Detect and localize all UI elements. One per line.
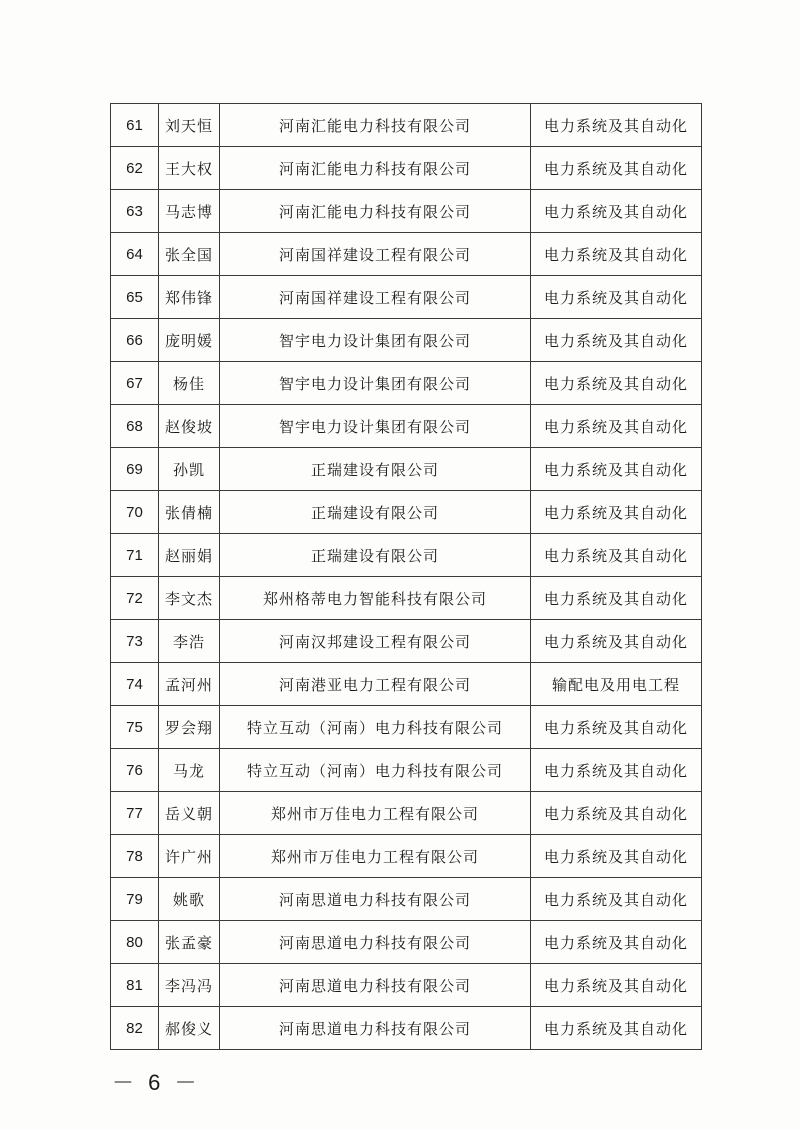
major-name: 电力系统及其自动化 xyxy=(531,964,702,1007)
table-row xyxy=(111,147,702,190)
person-name: 孟河州 xyxy=(159,663,220,706)
major-name: 电力系统及其自动化 xyxy=(531,362,702,405)
person-name: 庞明媛 xyxy=(159,319,220,362)
table-row xyxy=(111,190,702,233)
company-name: 智宇电力设计集团有限公司 xyxy=(220,405,531,448)
row-number: 72 xyxy=(111,577,159,620)
table-row xyxy=(111,491,702,534)
major-name: 电力系统及其自动化 xyxy=(531,534,702,577)
row-number: 63 xyxy=(111,190,159,233)
major-name: 电力系统及其自动化 xyxy=(531,448,702,491)
row-number: 62 xyxy=(111,147,159,190)
table-row xyxy=(111,749,702,792)
company-name: 河南思道电力科技有限公司 xyxy=(220,1007,531,1050)
company-name: 河南汇能电力科技有限公司 xyxy=(220,104,531,147)
major-name: 电力系统及其自动化 xyxy=(531,749,702,792)
row-number: 64 xyxy=(111,233,159,276)
table-row xyxy=(111,233,702,276)
person-name: 杨佳 xyxy=(159,362,220,405)
row-number: 78 xyxy=(111,835,159,878)
row-number: 61 xyxy=(111,104,159,147)
company-name: 河南思道电力科技有限公司 xyxy=(220,921,531,964)
row-number: 70 xyxy=(111,491,159,534)
row-number: 80 xyxy=(111,921,159,964)
table-row xyxy=(111,792,702,835)
table-row xyxy=(111,878,702,921)
major-name: 电力系统及其自动化 xyxy=(531,620,702,663)
person-name: 孙凯 xyxy=(159,448,220,491)
major-name: 电力系统及其自动化 xyxy=(531,233,702,276)
person-name: 李浩 xyxy=(159,620,220,663)
company-name: 郑州市万佳电力工程有限公司 xyxy=(220,792,531,835)
major-name: 电力系统及其自动化 xyxy=(531,577,702,620)
company-name: 特立互动（河南）电力科技有限公司 xyxy=(220,706,531,749)
table-row xyxy=(111,835,702,878)
company-name: 河南国祥建设工程有限公司 xyxy=(220,233,531,276)
row-number: 77 xyxy=(111,792,159,835)
company-name: 正瑞建设有限公司 xyxy=(220,534,531,577)
row-number: 81 xyxy=(111,964,159,1007)
row-number: 79 xyxy=(111,878,159,921)
table-row xyxy=(111,706,702,749)
company-name: 河南汇能电力科技有限公司 xyxy=(220,190,531,233)
person-name: 姚歌 xyxy=(159,878,220,921)
major-name: 电力系统及其自动化 xyxy=(531,190,702,233)
row-number: 75 xyxy=(111,706,159,749)
row-number: 74 xyxy=(111,663,159,706)
table-row xyxy=(111,362,702,405)
company-name: 智宇电力设计集团有限公司 xyxy=(220,319,531,362)
company-name: 河南思道电力科技有限公司 xyxy=(220,878,531,921)
page-number: － 6 － xyxy=(112,1070,201,1095)
major-name: 电力系统及其自动化 xyxy=(531,706,702,749)
row-number: 71 xyxy=(111,534,159,577)
roster-table-body xyxy=(111,104,702,1050)
person-name: 赵俊坡 xyxy=(159,405,220,448)
major-name: 电力系统及其自动化 xyxy=(531,878,702,921)
row-number: 66 xyxy=(111,319,159,362)
major-name: 电力系统及其自动化 xyxy=(531,276,702,319)
major-name: 输配电及用电工程 xyxy=(531,663,702,706)
table-row xyxy=(111,405,702,448)
company-name: 河南国祥建设工程有限公司 xyxy=(220,276,531,319)
table-row xyxy=(111,964,702,1007)
company-name: 智宇电力设计集团有限公司 xyxy=(220,362,531,405)
company-name: 郑州市万佳电力工程有限公司 xyxy=(220,835,531,878)
person-name: 张孟豪 xyxy=(159,921,220,964)
person-name: 罗会翔 xyxy=(159,706,220,749)
table-row xyxy=(111,534,702,577)
company-name: 正瑞建设有限公司 xyxy=(220,448,531,491)
person-name: 郝俊义 xyxy=(159,1007,220,1050)
row-number: 73 xyxy=(111,620,159,663)
table-row xyxy=(111,663,702,706)
company-name: 河南港亚电力工程有限公司 xyxy=(220,663,531,706)
person-name: 赵丽娟 xyxy=(159,534,220,577)
table-row xyxy=(111,319,702,362)
company-name: 郑州格蒂电力智能科技有限公司 xyxy=(220,577,531,620)
company-name: 特立互动（河南）电力科技有限公司 xyxy=(220,749,531,792)
row-number: 82 xyxy=(111,1007,159,1050)
person-name: 许广州 xyxy=(159,835,220,878)
major-name: 电力系统及其自动化 xyxy=(531,835,702,878)
person-name: 马志博 xyxy=(159,190,220,233)
table-row xyxy=(111,104,702,147)
major-name: 电力系统及其自动化 xyxy=(531,921,702,964)
table-row xyxy=(111,448,702,491)
row-number: 68 xyxy=(111,405,159,448)
row-number: 69 xyxy=(111,448,159,491)
table-row xyxy=(111,921,702,964)
company-name: 河南思道电力科技有限公司 xyxy=(220,964,531,1007)
person-name: 李文杰 xyxy=(159,577,220,620)
major-name: 电力系统及其自动化 xyxy=(531,104,702,147)
company-name: 正瑞建设有限公司 xyxy=(220,491,531,534)
major-name: 电力系统及其自动化 xyxy=(531,1007,702,1050)
major-name: 电力系统及其自动化 xyxy=(531,319,702,362)
major-name: 电力系统及其自动化 xyxy=(531,405,702,448)
person-name: 岳义朝 xyxy=(159,792,220,835)
company-name: 河南汉邦建设工程有限公司 xyxy=(220,620,531,663)
major-name: 电力系统及其自动化 xyxy=(531,792,702,835)
row-number: 65 xyxy=(111,276,159,319)
table-row xyxy=(111,620,702,663)
person-name: 刘天恒 xyxy=(159,104,220,147)
person-name: 郑伟锋 xyxy=(159,276,220,319)
table-row xyxy=(111,1007,702,1050)
roster-table xyxy=(110,103,702,1050)
person-name: 马龙 xyxy=(159,749,220,792)
table-row xyxy=(111,276,702,319)
table-row xyxy=(111,577,702,620)
row-number: 76 xyxy=(111,749,159,792)
company-name: 河南汇能电力科技有限公司 xyxy=(220,147,531,190)
row-number: 67 xyxy=(111,362,159,405)
major-name: 电力系统及其自动化 xyxy=(531,491,702,534)
person-name: 张倩楠 xyxy=(159,491,220,534)
person-name: 张全国 xyxy=(159,233,220,276)
person-name: 李冯冯 xyxy=(159,964,220,1007)
person-name: 王大权 xyxy=(159,147,220,190)
major-name: 电力系统及其自动化 xyxy=(531,147,702,190)
